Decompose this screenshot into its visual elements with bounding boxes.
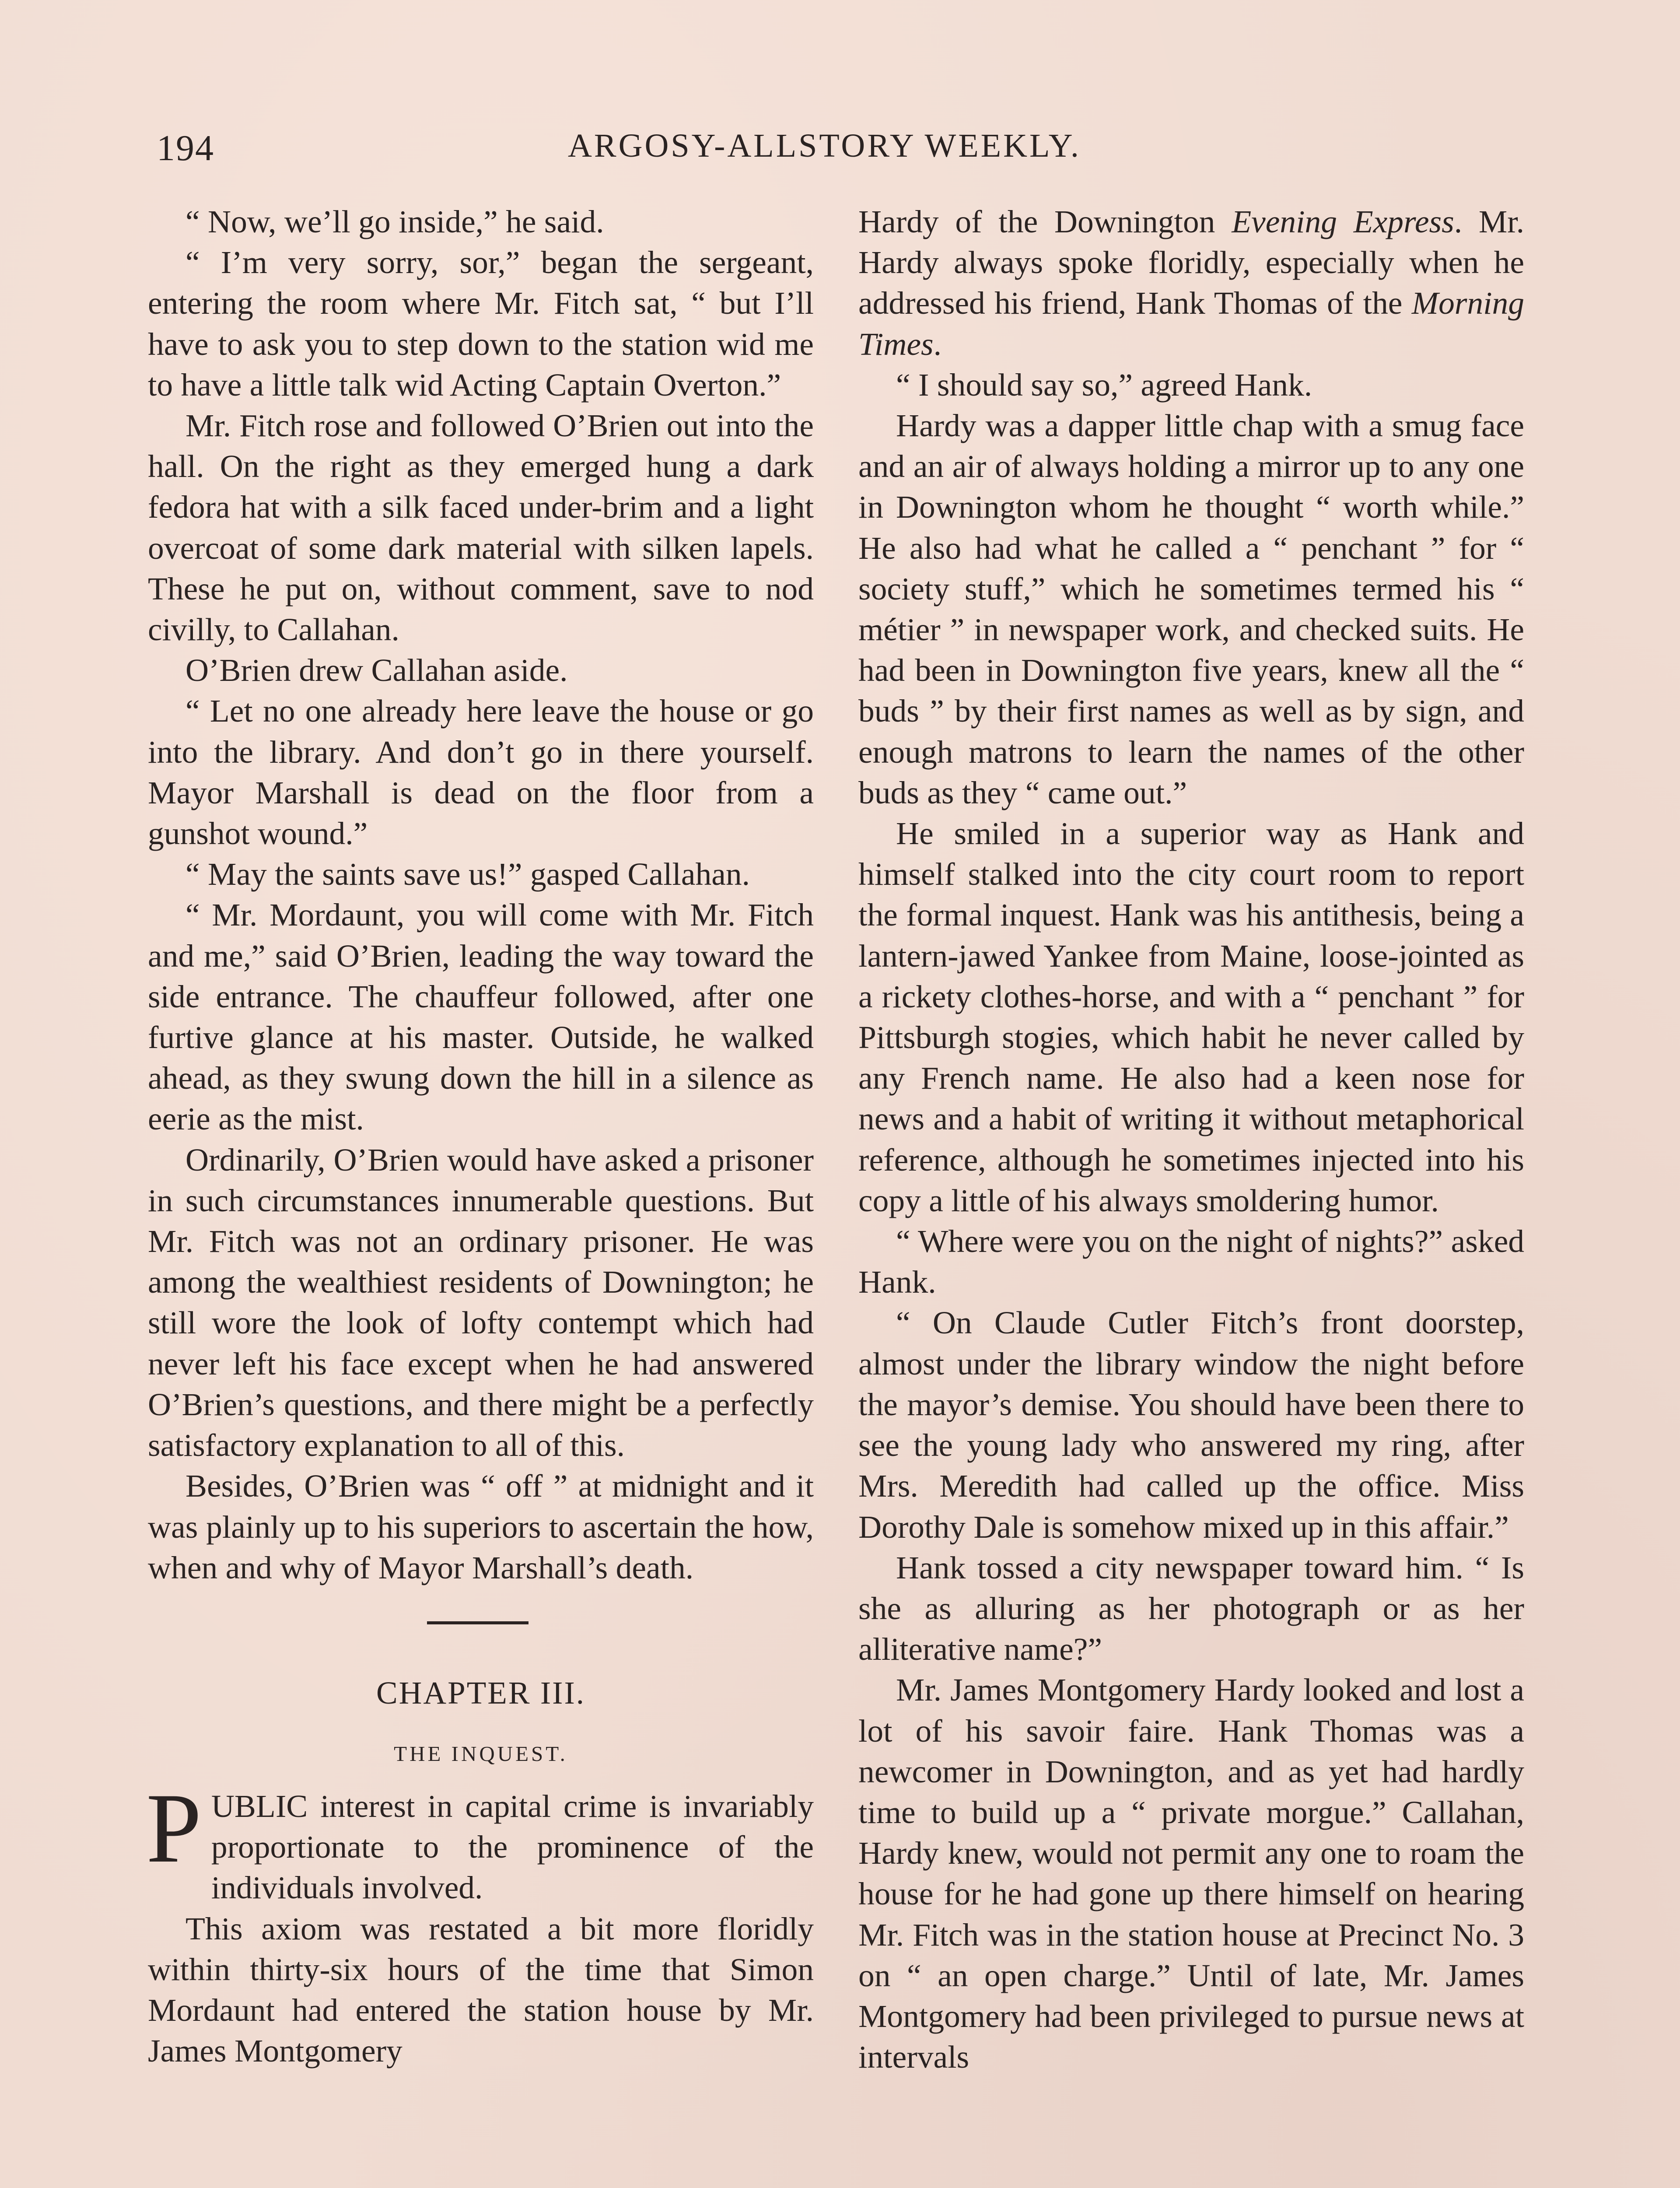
chapter-subheading: THE INQUEST. — [394, 1741, 568, 1766]
paragraph-continued — [858, 201, 1524, 365]
paragraph: UBLIC interest in capital crime is invariably proportionate to the prominence of the individuals involved. — [211, 1788, 814, 1906]
section-divider — [427, 1621, 528, 1624]
chapter-heading: CHAPTER III. — [376, 1675, 586, 1711]
running-head: ARGOSY-ALLSTORY WEEKLY. — [568, 127, 1081, 164]
paragraph: “ May the saints save us!” gasped Callahan. — [186, 856, 750, 892]
paragraph: “ I should say so,” agreed Hank. — [896, 367, 1312, 403]
newspaper-name: Morning Times — [858, 285, 1524, 362]
opening-paragraph — [146, 1773, 814, 1908]
paragraph: He smiled in a superior way as Hank and himself stalked into the city court room to report the formal inquest. Hank was his antithesis, being a lantern-jawed Yankee from Maine, loose-jointed as a rickety clothes-horse, and with a “ penchant ” for Pittsburgh stogies, which habit he never called by any French name. He also had a keen nose for news and a habit of writing it without metaphorical reference, although he sometimes injected into his copy a little of his always smoldering humor. — [858, 816, 1524, 1218]
paragraph: Ordinarily, O’Brien would have asked a prisoner in such circumstances innumerable questions. But Mr. Fitch was not an ordinary prisoner. He was among the wealthiest residents of Downington; he still wore the look of lofty contempt which had never left his face except when he had answered O’Brien’s questions, and there might be a perfectly satisfactory explanation to all of this. — [148, 1142, 814, 1463]
paragraph: “ I’m very sorry, sor,” began the sergeant, entering the room where Mr. Fitch sat, “ but I’ll have to ask you to step down to the station wid me to have a little talk wid Acting Captain Overton.” — [148, 245, 814, 403]
paragraph: “ Now, we’ll go inside,” he said. — [186, 204, 604, 239]
paragraph: Hank tossed a city newspaper toward him. “ Is she as alluring as her photograph or as her alliterative name?” — [858, 1550, 1524, 1667]
paragraph: “ Where were you on the night of nights?” asked Hank. — [858, 1224, 1524, 1300]
paragraph: This axiom was restated a bit more floridly within thirty-six hours of the time that Simon Mordaunt had entered the station house by Mr. James Montgomery — [148, 1911, 814, 2069]
paragraph: Besides, O’Brien was “ off ” at midnight and it was plainly up to his superiors to ascertain the how, when and why of Mayor Marshall’s death. — [148, 1468, 814, 1585]
page-header — [157, 127, 1530, 179]
paragraph: “ Let no one already here leave the house or go into the library. And don’t go in there yourself. Mayor Marshall is dead on the floor from a gunshot wound.” — [148, 693, 814, 852]
page-number: 194 — [157, 128, 214, 168]
drop-cap: P — [146, 1773, 202, 1883]
paragraph: “ On Claude Cutler Fitch’s front doorstep, almost under the library window the night before the mayor’s demise. You should have been there to see the young lady who answered my ring, after Mrs. Meredith had called up the office. Miss Dorothy Dale is somehow mixed up in this affair.” — [858, 1305, 1524, 1545]
left-column — [148, 201, 814, 2071]
paragraph: Mr. Fitch rose and followed O’Brien out into the hall. On the right as they emerged hung a dark fedora hat with a silk faced under-brim and a light overcoat of some dark material with silken lapels. These he put on, without comment, save to nod civilly, to Callahan. — [148, 408, 814, 648]
paragraph: “ Mr. Mordaunt, you will come with Mr. Fitch and me,” said O’Brien, leading the way toward the side entrance. The chauffeur followed, after one furtive glance at his master. Outside, he walked ahead, as they swung down the hill in a silence as eerie as the mist. — [148, 897, 814, 1137]
newspaper-name: Evening Express — [1232, 204, 1454, 239]
text-run: Hardy of the Downington — [858, 204, 1232, 239]
paragraph: Hardy was a dapper little chap with a smug face and an air of always holding a mirror up to any one in Downington whom he thought “ worth while.” He also had what he called a “ penchant ” for “ society stuff,” which he sometimes termed his “ métier ” in newspaper work, and checked suits. He had been in Downington five years, knew all the “ buds ” by their first names as well as by sign, and enough matrons to learn the names of the other buds as they “ came out.” — [858, 408, 1524, 810]
paragraph: Mr. James Montgomery Hardy looked and lost a lot of his savoir faire. Hank Thomas was a newcomer in Downington, and as yet had hardly time to build up a “ private morgue.” Callahan, Hardy knew, would not permit any one to roam the house for he had gone up there himself on hearing Mr. Fitch was in the station house at Precinct No. 3 on “ an open charge.” Until of late, Mr. James Montgomery had been privileged to pursue news at intervals — [858, 1672, 1524, 2075]
paragraph: O’Brien drew Callahan aside. — [186, 652, 568, 688]
text-run: . — [933, 326, 942, 362]
right-column — [858, 201, 1524, 2077]
text-run: . Mr. Hardy always spoke floridly, especially when he addressed his friend, Hank Thomas of the — [858, 204, 1525, 321]
